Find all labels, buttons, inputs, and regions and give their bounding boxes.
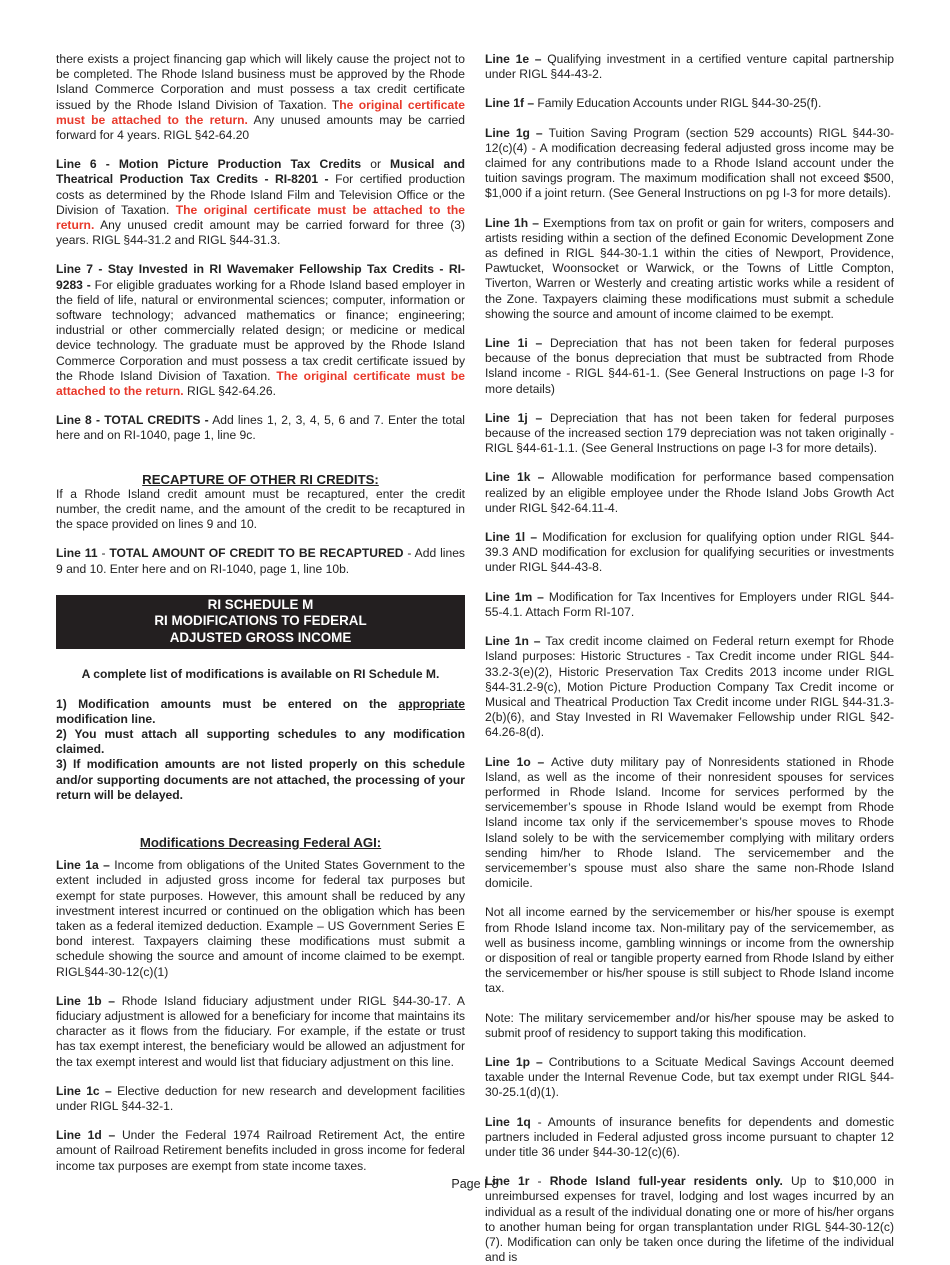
line-1c-paragraph: Line 1c – Elective deduction for new research and development facilities under RIGL §44-32-1. [56,1083,466,1114]
line-1f-paragraph: Line 1f – Family Education Accounts under RIGL §44-30-25(f). [485,96,822,111]
right-column [485,52,894,1265]
schedule-m-subtitle-1: RI MODIFICATIONS TO FEDERAL [154,613,367,629]
rule-1: 1) Modification amounts must be entered on the appropriate modification line. [56,696,465,726]
line-1b-paragraph: Line 1b – Rhode Island fiduciary adjustment under RIGL §44-30-17. A fiduciary adjustment is allowed for a beneficiary for income that maintains its character as it flows from the fiduciary. For example, if the estate or trust has tax exempt interest, the beneficiary would be allowed an adjustment for the tax exempt interest and would list that fiduciary adjustment on this line. [56,993,466,1069]
left-column [56,52,465,1188]
line-1r-paragraph: Line 1r - Rhode Island full-year residents only. Up to $10,000 in unreimbursed expenses for travel, lodging and lost wages incurred by an individual as a result of the individual donating one or more of his/her organs to another human being for organ transplantation under RIGL §44-30-12(c)(7). Modification can only be taken once during the lifetime of the individual and is [485,1174,895,1265]
line-1o-paragraph: Line 1o – Active duty military pay of Nonresidents stationed in Rhode Island, as well as the income of their nonresident spouses for services performed in Rhode Island. Income for services performed by the servicemember’s spouse in Rhode Island would be exempt from Rhode Island income tax only if the servicemember’s spouse moves to Rhode Island solely to be with the servicemember complying with military orders sending him/her to Rhode Island. The servicemember and the servicemember’s spouse must also share the same non-Rhode Island domicile. [485,754,894,891]
rule-2: 2) You must attach all supporting schedules to any modification claimed. [56,727,465,757]
modification-rules [56,697,465,803]
schedule-m-banner [56,595,465,650]
line-1a-paragraph: Line 1a – Income from obligations of the United States Government to the extent included in adjusted gross income for federal tax purposes but exempt for state purposes. However, this amount shall be reduced by any investment interest incurred or continued on the obligation which has been taken as a federal itemized deduction. Example – US Government Series E bond interest. Taxpayers claiming these modifications must submit a schedule showing the source and amount of income claimed to be exempt. RIGL§44-30-12(c)(1) [56,858,465,979]
line-1q-paragraph: Line 1q - Amounts of insurance benefits for dependents and domestic partners included in Federal adjusted gross income pursuant to chapter 12 under title 36 under §44-30-12(c)(6). [485,1114,894,1159]
line-1h-paragraph: Line 1h – Exemptions from tax on profit or gain for writers, composers and artists residing within a section of the defined Economic Development Zone as defined in RIGL §44-30-1.1 within the cities of Newport, Providence, Pawtucket, Woonsocket or Warwick, or the Towns of Little Compton, Tiverton, Warren or Westerly and creating artistic works while a resident of the Zone. Taxpayers claiming these modifications must submit a schedule showing the source and amount of income claimed to be exempt. [485,215,894,321]
recapture-paragraph: If a Rhode Island credit amount must be recaptured, enter the credit number, the credit name, and the amount of the credit to be recaptured in the space provided on lines 9 and 10. [56,486,465,532]
intro-paragraph: there exists a project financing gap which will likely cause the project not to be completed. The Rhode Island business must be approved by the Rhode Island Commerce Corporation and must possess a tax credit certificate issued by the Rhode Island Division of Taxation. The original certificate must be attached to the return. Any unused amounts may be carried forward for 4 years. RIGL §42-64.20 [56,52,465,143]
recapture-heading: RECAPTURE OF OTHER RI CREDITS: [142,471,379,487]
complete-list-note: A complete list of modifications is available on RI Schedule M. [81,667,440,682]
line-11-paragraph: Line 11 - TOTAL AMOUNT OF CREDIT TO BE RECAPTURED - Add lines 9 and 10. Enter here and on RI-1040, page 1, line 10b. [56,546,465,576]
line-1p-paragraph: Line 1p – Contributions to a Scituate Medical Savings Account deemed taxable under the Internal Revenue Code, but tax exempt under RIGL §44-30-25.1(d)(1). [485,1054,894,1100]
line-1l-paragraph: Line 1l – Modification for exclusion for qualifying option under RIGL §44-39.3 AND modification for exclusion for qualifying securities or investments under RIGL §44-43-8. [485,530,894,575]
line-1m-paragraph: Line 1m – Modification for Tax Incentives for Employers under RIGL §44-55-4.1. Attach Form RI-107. [485,589,894,619]
rule-3: 3) If modification amounts are not listed properly on this schedule and/or supporting documents are not attached, the processing of your return will be delayed. [56,757,465,802]
decreasing-agi-heading: Modifications Decreasing Federal AGI: [139,835,382,851]
line-1j-paragraph: Line 1j – Depreciation that has not been taken for federal purposes because of the increased section 179 depreciation was not taken originally - RIGL §44-61-1.1. (See General Instructions on page I-3 for more details). [485,410,894,456]
line-7-paragraph: Line 7 - Stay Invested in RI Wavemaker Fellowship Tax Credits - RI-9283 - For eligible graduates working for a Rhode Island based employer in the field of life, natural or environmental sciences; computer, information or software technology; advanced mathematics or finance; engineering; industrial or other commercially related design; or medicine or medical device technology. The graduate must be approved by the Rhode Island Commerce Corporation and must possess a tax credit certificate issued by the Rhode Island Division of Taxation. The original certificate must be attached to the return. RIGL §42-64.26. [56,262,465,399]
schedule-m-title: RI SCHEDULE M [207,596,314,612]
line-1d-paragraph: Line 1d – Under the Federal 1974 Railroad Retirement Act, the entire amount of Railroad Retirement benefits included in gross income for federal income tax purposes are exempt from state income taxes. [56,1128,465,1173]
line-1e-paragraph: Line 1e – Qualifying investment in a certified venture capital partnership under RIGL §44-43-2. [485,52,894,82]
line-1k-paragraph: Line 1k – Allowable modification for performance based compensation realized by an eligible employee under the Rhode Island Jobs Growth Act under RIGL §42-64.11-4. [485,470,894,515]
line-6-paragraph: Line 6 - Motion Picture Production Tax Credits or Musical and Theatrical Production Tax Credits - RI-8201 - For certified production costs as determined by the Rhode Island Film and Television Office or the Division of Taxation. The original certificate must be attached to the return. Any unused credit amount may be carried forward for three (3) years. RIGL §44-31.2 and RIGL §44-31.3. [56,157,466,248]
page-number: Page I-8 [451,1177,499,1191]
schedule-m-subtitle-2: ADJUSTED GROSS INCOME [169,629,352,645]
line-1g-paragraph: Line 1g – Tuition Saving Program (section 529 accounts) RIGL §44-30-12(c)(4) - A modification decreasing federal adjusted gross income may be claimed for any contributions made to a Rhode Island account under the tuition savings program. The maximum modification shall not exceed $500, $1,000 if a joint return. (See General Instructions on pg I-3 for more details). [485,125,895,201]
non-military-paragraph: Not all income earned by the servicemember or his/her spouse is exempt from Rhode Island income tax. Non-military pay of the servicemember, as well as business income, gambling winnings or income from the ownership or disposition of real or tangible property earned from Rhode Island by either the servicemember or his/her spouse is still subject to Rhode Island income tax. [485,905,894,996]
line-8-paragraph: Line 8 - TOTAL CREDITS - Add lines 1, 2, 3, 4, 5, 6 and 7. Enter the total here and on RI-1040, page 1, line 9c. [56,413,465,443]
line-1i-paragraph: Line 1i – Depreciation that has not been taken for federal purposes because of the bonus depreciation that must be subtracted from Rhode Island income - RIGL §44-61-1. (See General Instructions on page I-3 for more details) [485,336,894,396]
residency-note: Note: The military servicemember and/or his/her spouse may be asked to submit proof of residency to support taking this modification. [485,1010,894,1040]
line-1n-paragraph: Line 1n – Tax credit income claimed on Federal return exempt for Rhode Island purposes: Historic Structures - Tax Credit income under RIGL §44-33.2-3(e)(2), Historic Preservation Tax Credits 2013 income under RIGL §44-31.2-9(c), Motion Picture Production Company Tax Credit income or Musical and Theatrical Production Tax Credit income under RIGL §44-31.3-2(b)(6), and Stay Invested in RI Wavemaker Fellowship under RIGL §42-64.26-8(d). [485,634,894,740]
